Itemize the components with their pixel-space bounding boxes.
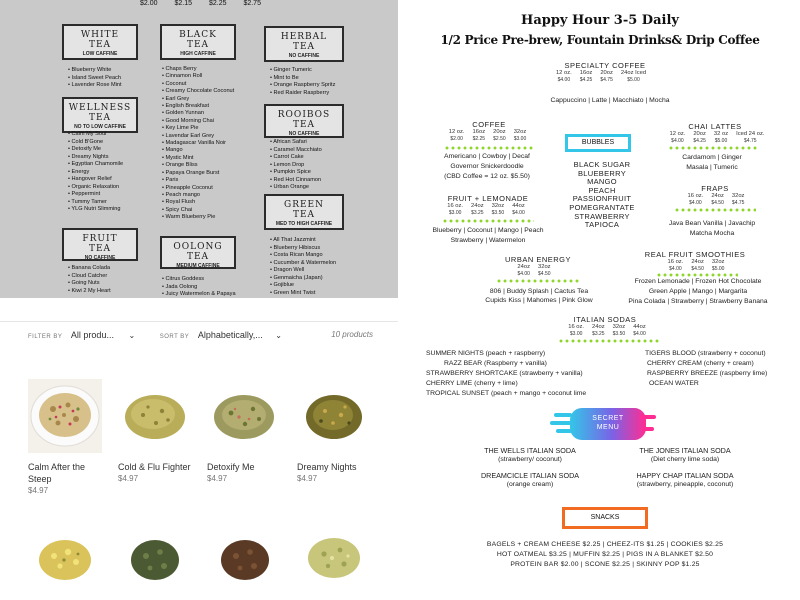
caffeine-level: HIGH CAFFINE [180,51,216,57]
tea-item: • Carrot Cake [270,154,322,162]
price-label: $4.00 [557,76,571,83]
size-label: 32oz [711,259,725,265]
tea-sub: TEA [292,120,316,130]
tea-item: • Blueberry White [68,67,122,75]
wellness-tea-header [62,97,138,133]
tea-item: • Golden Yunnan [162,110,234,117]
tea-item: • Mint to Be [270,75,335,83]
tea-item: • Coconut [162,81,234,88]
price-label: $3.00 [448,209,462,216]
dot-divider [674,208,756,212]
tea-item: • Banana Colada [68,265,111,273]
tea-item: • Royal Flush [162,199,234,206]
product-name[interactable]: Detoxify Me [207,462,255,472]
dot-divider [668,146,758,150]
tea-item: • English Breakfast [162,103,234,110]
sort-select[interactable] [198,330,282,340]
tea-item: • Costa Rican Mango [270,252,336,260]
rooibos-tea-list [270,139,322,192]
product-count: 10 products [331,330,373,339]
tea-item: • Cloud Catcher [68,273,111,281]
tea-price: $2.75 [243,0,261,7]
filter-sort-bar [28,330,373,344]
dot-divider [442,219,534,223]
secret-item-desc: (orange cream) [506,481,554,488]
fraps-title: FRAPS [701,184,729,193]
price-label: $4.00 [671,137,684,144]
dot-divider [558,339,660,343]
filter-label: FILTER BY [28,334,63,340]
tea-item: • Going Nuts [68,280,111,288]
size-label: 12 oz. [555,70,572,76]
size-label: 44oz [512,203,525,209]
caffeine-level: MED TO HIGH CAFFINE [275,221,333,227]
italian-soda-flavor: OCEAN WATER [649,380,699,387]
bubble-flavor: TAPIOCA [584,220,620,230]
product-name[interactable]: Dreamy Nights [297,462,357,472]
wellness-tea-list [68,131,123,214]
size-label: 44oz [633,324,646,330]
tea-item: • Dreamy Nights [68,154,123,162]
tea-item: • Cucumber & Watermelon [270,260,336,268]
tea-item: • Energy [68,169,123,177]
sort-label: SORT BY [159,334,190,340]
tea-item: • Chaps Berry [162,66,234,73]
filter-select[interactable] [71,330,138,340]
snacks-list: BAGELS + CREAM CHEESE $2.25 | CHEEZ-ITS $1.25 | COOKIES $2.25 [486,541,724,548]
tea-item: • Blueberry Hibiscus [270,245,336,253]
bubble-flavor: BLACK SUGAR [573,160,631,169]
italian-soda-flavor: TIGERS BLOOD (strawberry + coconut) [645,350,766,357]
fruit-tea-list [68,265,111,295]
tea-item: • Juicy Watermelon & Papaya [162,291,236,298]
frap-list: Java Bean Vanilla | Javachip [668,220,756,227]
fruit-lemonade-sizes [436,203,536,216]
product-image[interactable] [214,526,276,586]
tea-item: • Egyptian Chamomile [68,161,123,169]
secret-item-name: DREAMCICLE ITALIAN SODA [480,471,580,480]
green-tea-list [270,237,336,297]
tea-item: • Green Mint Twist [270,290,336,298]
tea-sub: TEA [186,40,210,50]
fruit-lemonade-list: Blueberry | Coconut | Mango | Peach [432,227,544,234]
smoothie-list: Pina Colada | Strawberry | Strawberry Banana [628,298,768,305]
italian-soda-flavor: RAZZ BEAR (Raspberry + vanilla) [444,360,547,367]
tea-item: • Dragon Well [270,267,336,275]
italian-soda-list-right [645,349,767,389]
price-label: $4.75 [600,76,613,83]
tea-name: WHITE [80,30,120,40]
price-label: $4.50 [711,199,724,206]
white-tea-list [68,67,122,90]
frap-list: Matcha Mocha [689,230,735,237]
shop-collection [0,298,398,600]
tea-price: $2.00 [140,0,158,7]
secret-item-name: HAPPY CHAP ITALIAN SODA [636,471,734,480]
tea-item: • Spicy Chai [162,207,234,214]
tea-sub: TEA [88,113,112,123]
price-label: $4.50 [538,270,551,277]
size-label: 16 oz. [667,259,684,265]
tea-item: • Ginger Tumeric [270,67,335,75]
italian-soda-flavor: STRAWBERRY SHORTCAKE (strawberry + vanilla) [426,370,583,377]
price-label: $4.00 [517,270,530,277]
caffeine-level: MEDIUM CAFFINE [176,263,220,269]
size-label: 32oz [491,203,505,209]
snacks-list: HOT OATMEAL $3.25 | MUFFIN $2.25 | PIGS IN A BLANKET $2.50 [496,551,714,558]
divider [0,321,398,322]
caffeine-level: NO CAFFINE [84,255,116,261]
tea-item: • Peach mango [162,192,234,199]
urban-energy-title: URBAN ENERGY [504,255,571,264]
size-label: 24oz [592,324,605,330]
tea-name: BLACK [179,30,217,40]
coffee-list: (CBD Coffee = 12 oz. $5.50) [444,173,530,180]
tea-name: HERBAL [280,32,328,42]
price-label: $4.75 [731,199,745,206]
italian-soda-flavor: SUMMER NIGHTS (peach + raspberry) [426,350,546,357]
tea-sub: TEA [292,210,316,220]
size-label: 32oz [513,129,527,135]
product-name[interactable]: Calm After the Steep [28,462,86,484]
product-image[interactable] [34,526,96,586]
coffee-list: Americano | Cowboy | Decaf [444,153,530,160]
specialty-sizes [546,70,656,83]
happy-hour-subtitle: 1/2 Price Pre-brew, Fountain Drinks& Drip Coffee [440,33,760,47]
coffee-sizes [440,129,535,142]
product-price: $4.97 [118,474,139,483]
italian-soda-flavor: RASPBERRY BREEZE (raspberry lime) [647,370,768,377]
tea-item: • All That Jazzmint [270,237,336,245]
tea-item: • Creamy Chocolate Coconut [162,88,234,95]
product-image[interactable] [28,379,102,453]
chai-sizes [662,131,772,144]
price-label: $4.50 [691,265,704,272]
price-label: $3.50 [491,209,505,216]
tea-sub: TEA [88,244,112,254]
herbal-tea-header [264,26,344,62]
tea-item: • Madagascar Vanilla Noir [162,140,234,147]
green-tea-header [264,194,344,230]
snacks-list: PROTEIN BAR $2.00 | SCONE $2.25 | SKINNY POP $1.25 [510,561,700,568]
price-label: $3.25 [471,209,484,216]
coffee-title: COFFEE [472,120,506,129]
tea-sub: TEA [88,40,112,50]
secret-menu-badge [550,405,660,443]
size-label: 32oz [538,264,551,270]
tea-item: • Cinnamon Roll [162,73,234,80]
tea-item: • Peppermint [68,191,123,199]
tea-item: • Tummy Tamer [68,199,123,207]
product-price: $4.97 [28,486,49,495]
price-label: $5.00 [711,265,725,272]
tea-item: • Citrus Goddess [162,276,236,284]
tea-item: • Island Sweet Peach [68,75,122,83]
happy-hour-title: Happy Hour 3-5 Daily [521,13,679,28]
chai-list: Masala | Tumeric [686,164,738,171]
italian-soda-list-left [426,349,586,399]
chevron-down-icon: ⌄ [275,331,282,340]
size-label: 16 oz. [568,324,585,330]
price-label: $4.75 [744,137,757,144]
size-label: 32oz [731,193,745,199]
product-card[interactable] [28,379,108,495]
tea-menu-photo [0,0,398,298]
tea-item: • Gojiblue [270,282,336,290]
rooibos-tea-header [264,104,344,138]
product-price: $4.97 [297,474,318,483]
tea-item: • YLG Nutri Slimming [68,206,123,214]
tea-item: • African Safari [270,139,322,147]
tea-item: • Pumpkin Spice [270,169,322,177]
tea-item: • Orange Bliss [162,162,234,169]
size-label: 32oz [612,324,626,330]
tea-item: • Organic Relaxation [68,184,123,192]
tea-item: • Mango [162,147,234,154]
black-tea-list [162,66,234,222]
price-label: $4.25 [579,76,593,83]
product-card[interactable] [297,379,377,483]
tea-item: • Urban Orange [270,184,322,192]
tea-name: GREEN [284,200,324,210]
caffeine-level: NO CAFFINE [288,131,320,137]
size-label: 24oz [517,264,530,270]
secret-menu-title: SECRET [592,415,624,422]
price-label: $3.00 [569,330,583,337]
size-label: 12 oz. [448,129,465,135]
bubbles-badge: BUBBLES [565,134,631,152]
secret-item-name: THE WELLS ITALIAN SODA [484,446,576,455]
price-label: $5.00 [627,76,640,83]
price-label: $2.25 [472,135,486,142]
tea-sub: TEA [186,252,210,262]
specialty-coffee-list: Cappuccino | Latte | Macchiato | Mocha [550,97,670,104]
italian-soda-flavor: CHERRY LIME (cherry + lime) [426,380,518,387]
price-label: $4.00 [669,265,682,272]
price-label: $4.00 [512,209,525,216]
tea-item: • Hangover Relief [68,176,123,184]
bubble-flavor: BLUEBERRY [578,168,626,178]
oolong-tea-list [162,276,236,298]
size-label: 16 oz. [687,193,704,199]
bubbles-list [560,161,644,230]
size-label: 20oz [693,131,706,137]
tea-name: OOLONG [173,242,223,252]
tea-item: • Earl Grey [162,96,234,103]
caffeine-level: NO TO LOW CAFFINE [74,124,126,130]
bubble-flavor: PASSIONFRUIT [572,194,632,204]
bubble-flavor: STRAWBERRY [574,211,630,221]
tea-item: • Red Raider Raspberry [270,90,335,98]
size-label: 20oz [493,129,506,135]
size-label: 12 oz. [669,131,686,137]
smoothies-title: REAL FRUIT SMOOTHIES [644,250,746,259]
size-label: 24oz [711,193,724,199]
tea-item: • Cold B'Gone [68,139,123,147]
coffee-list: Governor Snickerdoodle [450,163,524,170]
chai-lattes-title: CHAI LATTES [688,122,742,131]
italian-soda-flavor: TROPICAL SUNSET (peach + mango + coconut lime [426,390,587,397]
size-label: 32 oz [713,131,729,137]
product-price: $4.97 [207,474,228,483]
urban-sizes [504,264,564,277]
tea-name: ROOIBOS [277,110,331,120]
product-image[interactable] [302,524,366,586]
italian-sodas-title: ITALIAN SODAS [573,315,637,324]
product-image[interactable] [207,379,281,453]
tea-item: • Pineapple Coconut [162,185,234,192]
secret-menu-title: MENU [596,424,620,431]
fruit-tea-header [62,228,138,261]
product-card[interactable] [207,379,287,483]
price-label: $4.00 [689,199,702,206]
size-label: 20oz [600,70,613,76]
fruit-lemonade-title: FRUIT + LEMONADE [447,194,529,203]
secret-item-desc: (Diet cherry lime soda) [650,456,720,463]
price-label: $5.00 [714,137,728,144]
specialty-coffee-title: SPECIALTY COFFEE [564,61,646,70]
chevron-down-icon: ⌄ [128,331,136,340]
product-image[interactable] [297,379,371,453]
size-label: 16 oz. [447,203,464,209]
secret-item-desc: (strawberry/ coconut) [498,456,562,463]
product-image[interactable] [118,379,192,453]
oolong-tea-header [160,236,236,269]
price-label: $2.50 [493,135,506,142]
tea-item: • Mystic Mint [162,155,234,162]
tea-item: • Key Lime Pie [162,125,234,132]
dot-divider [444,146,534,150]
price-label: $2.00 [450,135,463,142]
size-label: Iced 24 oz. [736,131,765,137]
tea-item: • Genmaicha (Japan) [270,275,336,283]
secret-item-desc: (strawberry, pineapple, coconut) [636,481,734,488]
tea-item: • Good Morning Chai [162,118,234,125]
tea-item: • Papaya Orange Burst [162,170,234,177]
herbal-tea-list [270,67,335,97]
tea-item: • Paris [162,177,234,184]
tea-item: • Caramel Macchiato [270,147,322,155]
smoothie-list: Green Apple | Mango | Margarita [648,288,748,295]
snacks-badge: SNACKS [562,507,648,529]
size-label: 24oz [691,259,704,265]
tea-sub: TEA [292,42,316,52]
price-label: $4.00 [633,330,646,337]
smoothie-list: Frozen Lemonade | Frozen Hot Chocolate [634,278,762,285]
caffeine-level: NO CAFFINE [288,53,320,59]
tea-item: • Orange Raspberry Spritz [270,82,335,90]
smoothie-sizes [652,259,740,272]
product-image[interactable] [124,526,186,586]
price-label: $3.25 [592,330,605,337]
urban-energy-list: 806 | Buddy Splash | Cactus Tea [489,288,589,295]
tea-price: $2.15 [174,0,193,7]
drinks-menu [400,0,800,600]
tea-item: • Red Hot Cinnamon [270,177,322,185]
bubble-flavor: POMEGRANTATE [569,202,635,212]
tea-name: FRUIT [82,234,118,244]
product-name[interactable]: Cold & Flu Fighter [118,462,191,472]
fruit-lemonade-list: Strawberry | Watermelon [450,237,526,244]
frap-sizes [672,193,760,206]
price-label: $3.00 [513,135,527,142]
tea-item: • Kiwi 2 My Heart [68,288,111,296]
black-tea-header [160,24,236,60]
size-label: 24oz [471,203,484,209]
tea-price: $2.25 [208,0,227,7]
urban-energy-list: Cupids Kiss | Mahomes | Pink Glow [485,297,593,304]
white-tea-header [62,24,138,60]
tea-item: • Jada Oolong [162,284,236,292]
italian-sizes [552,324,662,337]
tea-item: • Warm Blueberry Pie [162,214,234,221]
caffeine-level: LOW CAFFINE [82,51,118,57]
size-label: 16oz [472,129,486,135]
size-label: 16oz [579,70,593,76]
chai-list: Cardamom | Ginger [682,154,742,161]
dot-divider [496,279,580,283]
tea-item: • Lavendar Earl Grey [162,133,234,140]
tea-price-row [140,0,276,7]
product-card[interactable] [118,379,198,483]
italian-soda-flavor: CHERRY CREAM (cherry + cream) [647,360,754,367]
sort-value: Alphabetically,... [197,330,263,340]
filter-value: All produ... [70,330,114,340]
secret-item-name: THE JONES ITALIAN SODA [639,446,731,455]
tea-item: • Calm My Soul [68,131,123,139]
tea-name: WELLNESS [68,103,132,113]
price-label: $4.25 [693,137,706,144]
size-label: 24oz Iced [620,70,647,76]
tea-item: • Detoxify Me [68,146,123,154]
bubble-flavor: PEACH [588,185,616,195]
tea-item: • Lemon Drop [270,162,322,170]
tea-item: • Lavender Rose Mint [68,82,122,90]
bubble-flavor: MANGO [587,177,617,187]
price-label: $3.50 [612,330,626,337]
